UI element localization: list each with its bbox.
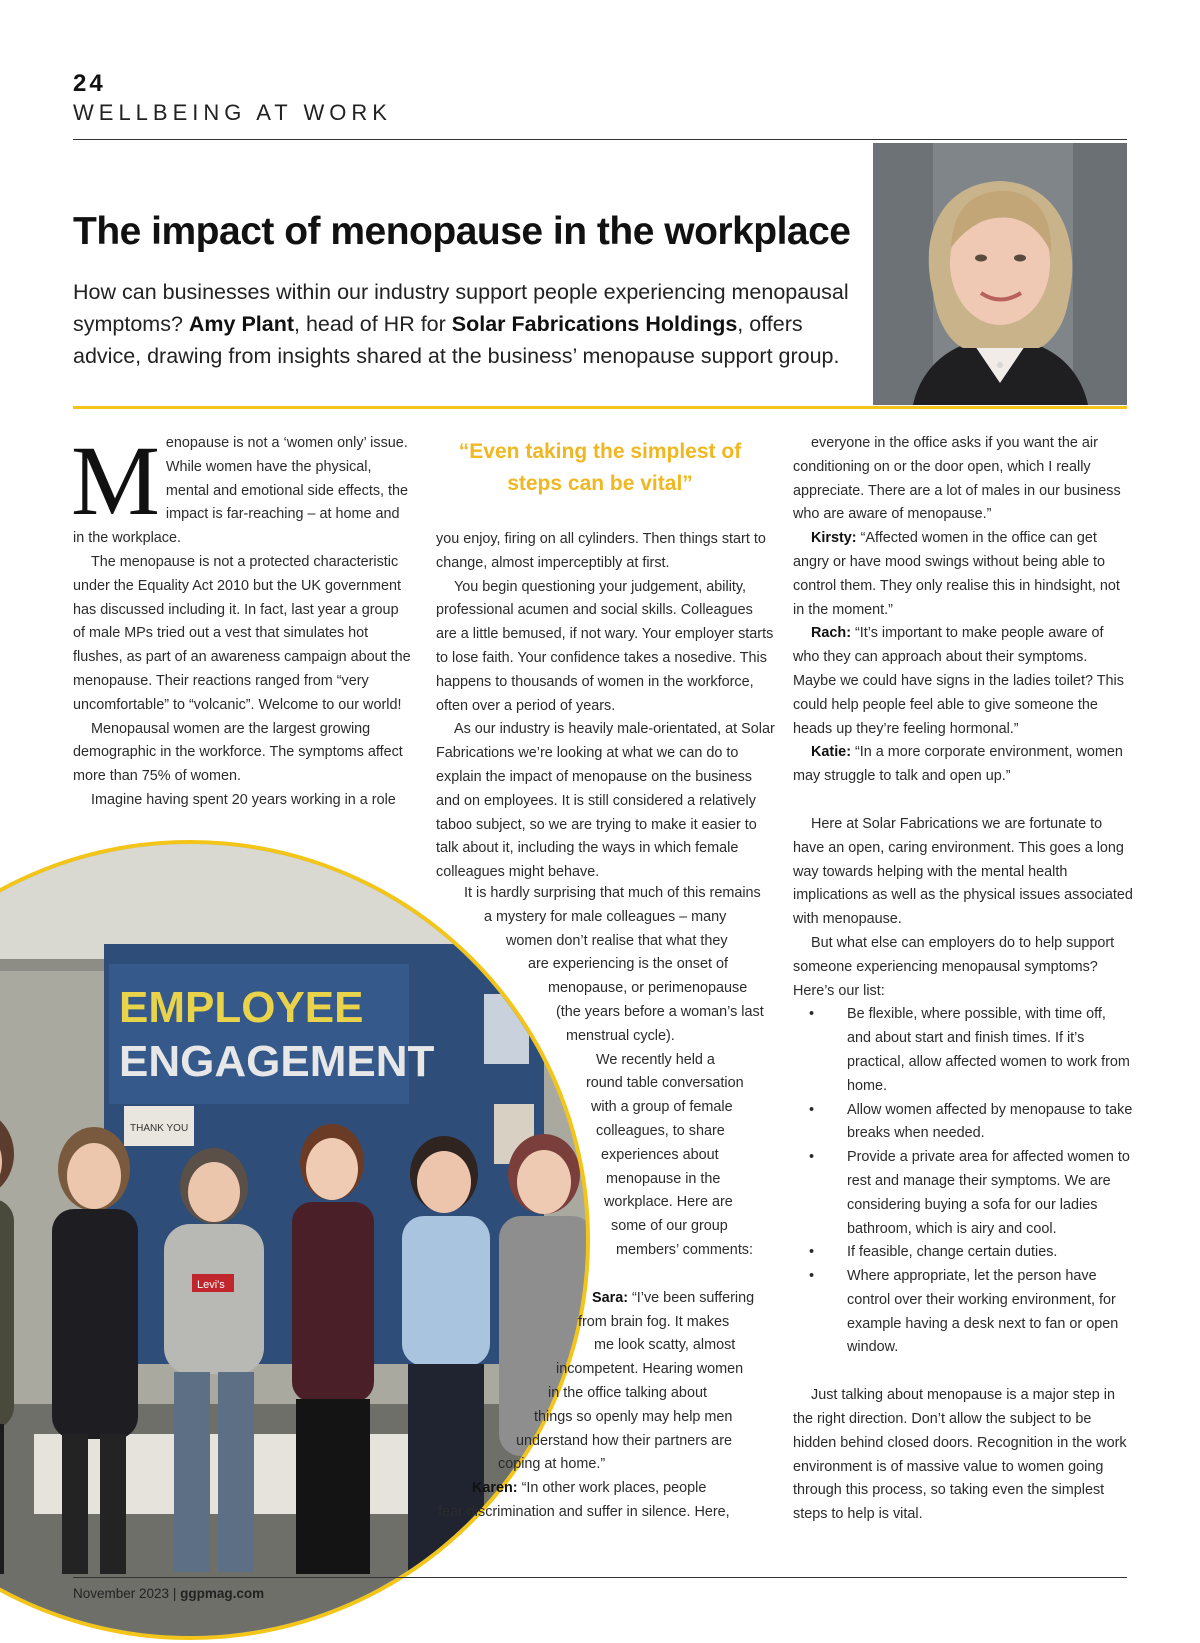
bullet-icon: •: [809, 1244, 815, 1261]
bullet-item: [793, 1241, 1133, 1265]
text-line: colleagues, to share: [596, 1122, 725, 1139]
text-line: understand how their partners are: [516, 1432, 732, 1449]
text-line: from brain fog. It makes: [578, 1313, 730, 1330]
text-line: with a group of female: [591, 1099, 733, 1116]
text-line: incompetent. Hearing women: [556, 1361, 744, 1378]
accent-divider: [73, 406, 1127, 409]
standfirst-text: How can businesses within our industry support people experiencing menopausal symptoms?: [73, 280, 849, 336]
column-2-top: [436, 528, 776, 885]
paragraph: [793, 622, 1133, 741]
speaker-quote: “Affected women in the office can get angry or have mood swings without being able to control them. They only realise this in hindsight, not in the moment.”: [793, 530, 1120, 618]
speaker-quote: “It’s important to make people aware of who they can approach about their symptoms. Maybe we could have signs in the ladies toilet? This could help people feel able to give someone the heads up they’re feeling hormonal.”: [793, 625, 1124, 737]
column-2-wrapped: [436, 882, 776, 1525]
bullet-text: If feasible, change certain duties.: [847, 1244, 1058, 1261]
text-line: a mystery for male colleagues – many: [484, 908, 727, 925]
text-line: experiences about: [601, 1146, 719, 1163]
speaker-name: Sara:: [592, 1289, 632, 1306]
bullet-text: Be flexible, where possible, with time off, and about start and finish times. If it’s practical, allow affected women to work from home.: [847, 1006, 1130, 1094]
speaker-quote: “In other work places, people: [521, 1480, 707, 1497]
paragraph: you enjoy, firing on all cylinders. Then things start to change, almost imperceptibly at first.: [436, 531, 766, 571]
hoodie-logo: Levi's: [197, 1279, 225, 1291]
paragraph: Menopausal women are the largest growing demographic in the workforce. The symptoms affect more than 75% of women.: [73, 720, 403, 785]
article-standfirst: [73, 276, 863, 372]
column-1: [71, 425, 413, 813]
speaker-quote: “I’ve been suffering: [632, 1289, 755, 1306]
text-line: me look scatty, almost: [594, 1337, 736, 1354]
paragraph-text: enopause is not a ‘women only’ issue. While women have the physical, mental and emotional side effects, the impact is far-reaching – at home and in the workplace.: [73, 435, 409, 547]
quote-sara: [436, 1287, 776, 1477]
text-line: round table conversation: [586, 1075, 744, 1092]
bullet-list: [793, 1003, 1133, 1360]
bottom-divider: [73, 1577, 1127, 1578]
standfirst-text: , head of HR for: [294, 312, 452, 336]
standfirst-author: Amy Plant: [188, 312, 295, 336]
speaker-name: Karen:: [472, 1480, 522, 1497]
paragraph: Just talking about menopause is a major step in the right direction. Don’t allow the subject to be hidden behind closed doors. Recognition in the work environment is of massive value to women going through this process, so taking even the simplest steps to help is vital.: [793, 1387, 1127, 1523]
text-line: coping at home.”: [498, 1456, 606, 1473]
author-portrait: [873, 143, 1127, 405]
text-line: We recently held a: [596, 1051, 715, 1068]
text-line: It is hardly surprising that much of this remains: [464, 885, 761, 901]
bullet-item: [793, 1265, 1133, 1360]
small-sign-text: THANK YOU: [130, 1123, 189, 1134]
text-line: members’ comments:: [616, 1241, 754, 1258]
pull-quote: “Even taking the simplest of steps can be vital”: [458, 440, 742, 495]
bullet-text: Allow women affected by menopause to take breaks when needed.: [847, 1101, 1133, 1142]
footer-date: November 2023: [73, 1586, 170, 1601]
text-line: fear discrimination and suffer in silence. Here,: [438, 1503, 730, 1520]
footer-site: ggpmag.com: [180, 1586, 265, 1601]
wrapped-text: [436, 882, 776, 1263]
speaker-quote: “In a more corporate environment, women may struggle to talk and open up.”: [793, 744, 1123, 785]
bullet-item: [793, 1146, 1133, 1241]
text-line: (the years before a woman’s last: [556, 1003, 764, 1020]
sign-line-1: EMPLOYEE: [119, 983, 364, 1032]
paragraph: You begin questioning your judgement, ability, professional acumen and social skills. Colleagues are a little bemused, if not wary. Your employer starts to lose faith. Your confidence takes a nosedive. This happens to thousands of women in the workforce, often over a period of years.: [436, 578, 774, 714]
text-line: menstrual cycle).: [566, 1027, 675, 1044]
drop-cap: M: [71, 425, 160, 536]
page-number: 24: [73, 70, 106, 97]
text-line: are experiencing is the onset of: [528, 956, 728, 973]
top-divider: [73, 139, 1127, 140]
footer: [73, 1586, 264, 1601]
text-line: workplace. Here are: [604, 1194, 733, 1211]
column-3: [793, 432, 1133, 1527]
text-line: menopause, or perimenopause: [548, 980, 748, 997]
paragraph: Here at Solar Fabrications we are fortunate to have an open, caring environment. This goes a long way towards helping with the mental health implications as well as the physical issues associated with menopause.: [793, 815, 1133, 928]
speaker-name: Rach:: [811, 625, 851, 642]
paragraph: Imagine having spent 20 years working in a role: [91, 791, 396, 808]
paragraph: The menopause is not a protected characteristic under the Equality Act 2010 but the UK government has discussed including it. In fact, last year a group of male MPs tried out a vest that simulates hot flushes, as part of an awareness campaign about the menopause. Their reactions ranged from “very uncomfortable” to “volcanic”. Welcome to our world!: [73, 553, 411, 713]
text-line: menopause in the: [606, 1170, 721, 1187]
paragraph: [793, 741, 1133, 789]
text-line: in the office talking about: [548, 1384, 707, 1401]
speaker-name: Kirsty:: [811, 530, 857, 547]
sign-line-2: ENGAGEMENT: [119, 1037, 435, 1086]
paragraph: everyone in the office asks if you want the air conditioning on or the door open, which I really appreciate. There are a lot of males in our business who are aware of menopause.”: [793, 435, 1121, 523]
standfirst-text: , offers advice, drawing from insights shared at the business’ menopause support group.: [73, 312, 840, 368]
bullet-text: Where appropriate, let the person have control over their working environment, for example having a desk next to fan or open window.: [847, 1268, 1119, 1356]
text-line: things so openly may help men: [534, 1408, 733, 1425]
bullet-text: Provide a private area for affected women to rest and manage their symptoms. We are considering buying a sofa for our ladies bathroom, which is airy and cool.: [847, 1149, 1130, 1237]
article-title: The impact of menopause in the workplace: [73, 210, 851, 253]
paragraph: [71, 425, 413, 551]
text-line: women don’t realise that what they: [506, 932, 728, 949]
portrait-illustration: [873, 143, 1127, 405]
paragraph: [793, 527, 1133, 622]
text-line: [436, 1287, 776, 1311]
text-line: some of our group: [611, 1218, 728, 1235]
bullet-icon: •: [809, 1006, 815, 1023]
section-title: WELLBEING AT WORK: [73, 100, 392, 125]
footer-separator: |: [172, 1586, 177, 1601]
bullet-icon: •: [809, 1268, 815, 1285]
bullet-item: [793, 1003, 1133, 1098]
bullet-icon: •: [809, 1149, 815, 1166]
quote-karen: [436, 1477, 776, 1525]
paragraph: As our industry is heavily male-orientated, at Solar Fabrications we’re looking at what we can do to explain the impact of menopause on the business and on employees. It is still considered a relatively taboo subject, so we are trying to make it easier to talk about it, including the ways in which female colleagues might behave.: [436, 721, 775, 881]
text-line: [436, 1477, 776, 1501]
bullet-item: [793, 1099, 1133, 1147]
speaker-name: Katie:: [811, 744, 851, 761]
standfirst-company: Solar Fabrications Holdings: [451, 312, 738, 336]
paragraph: But what else can employers do to help support someone experiencing menopausal symptoms? Here’s our list:: [793, 934, 1115, 999]
bullet-icon: •: [809, 1101, 815, 1118]
